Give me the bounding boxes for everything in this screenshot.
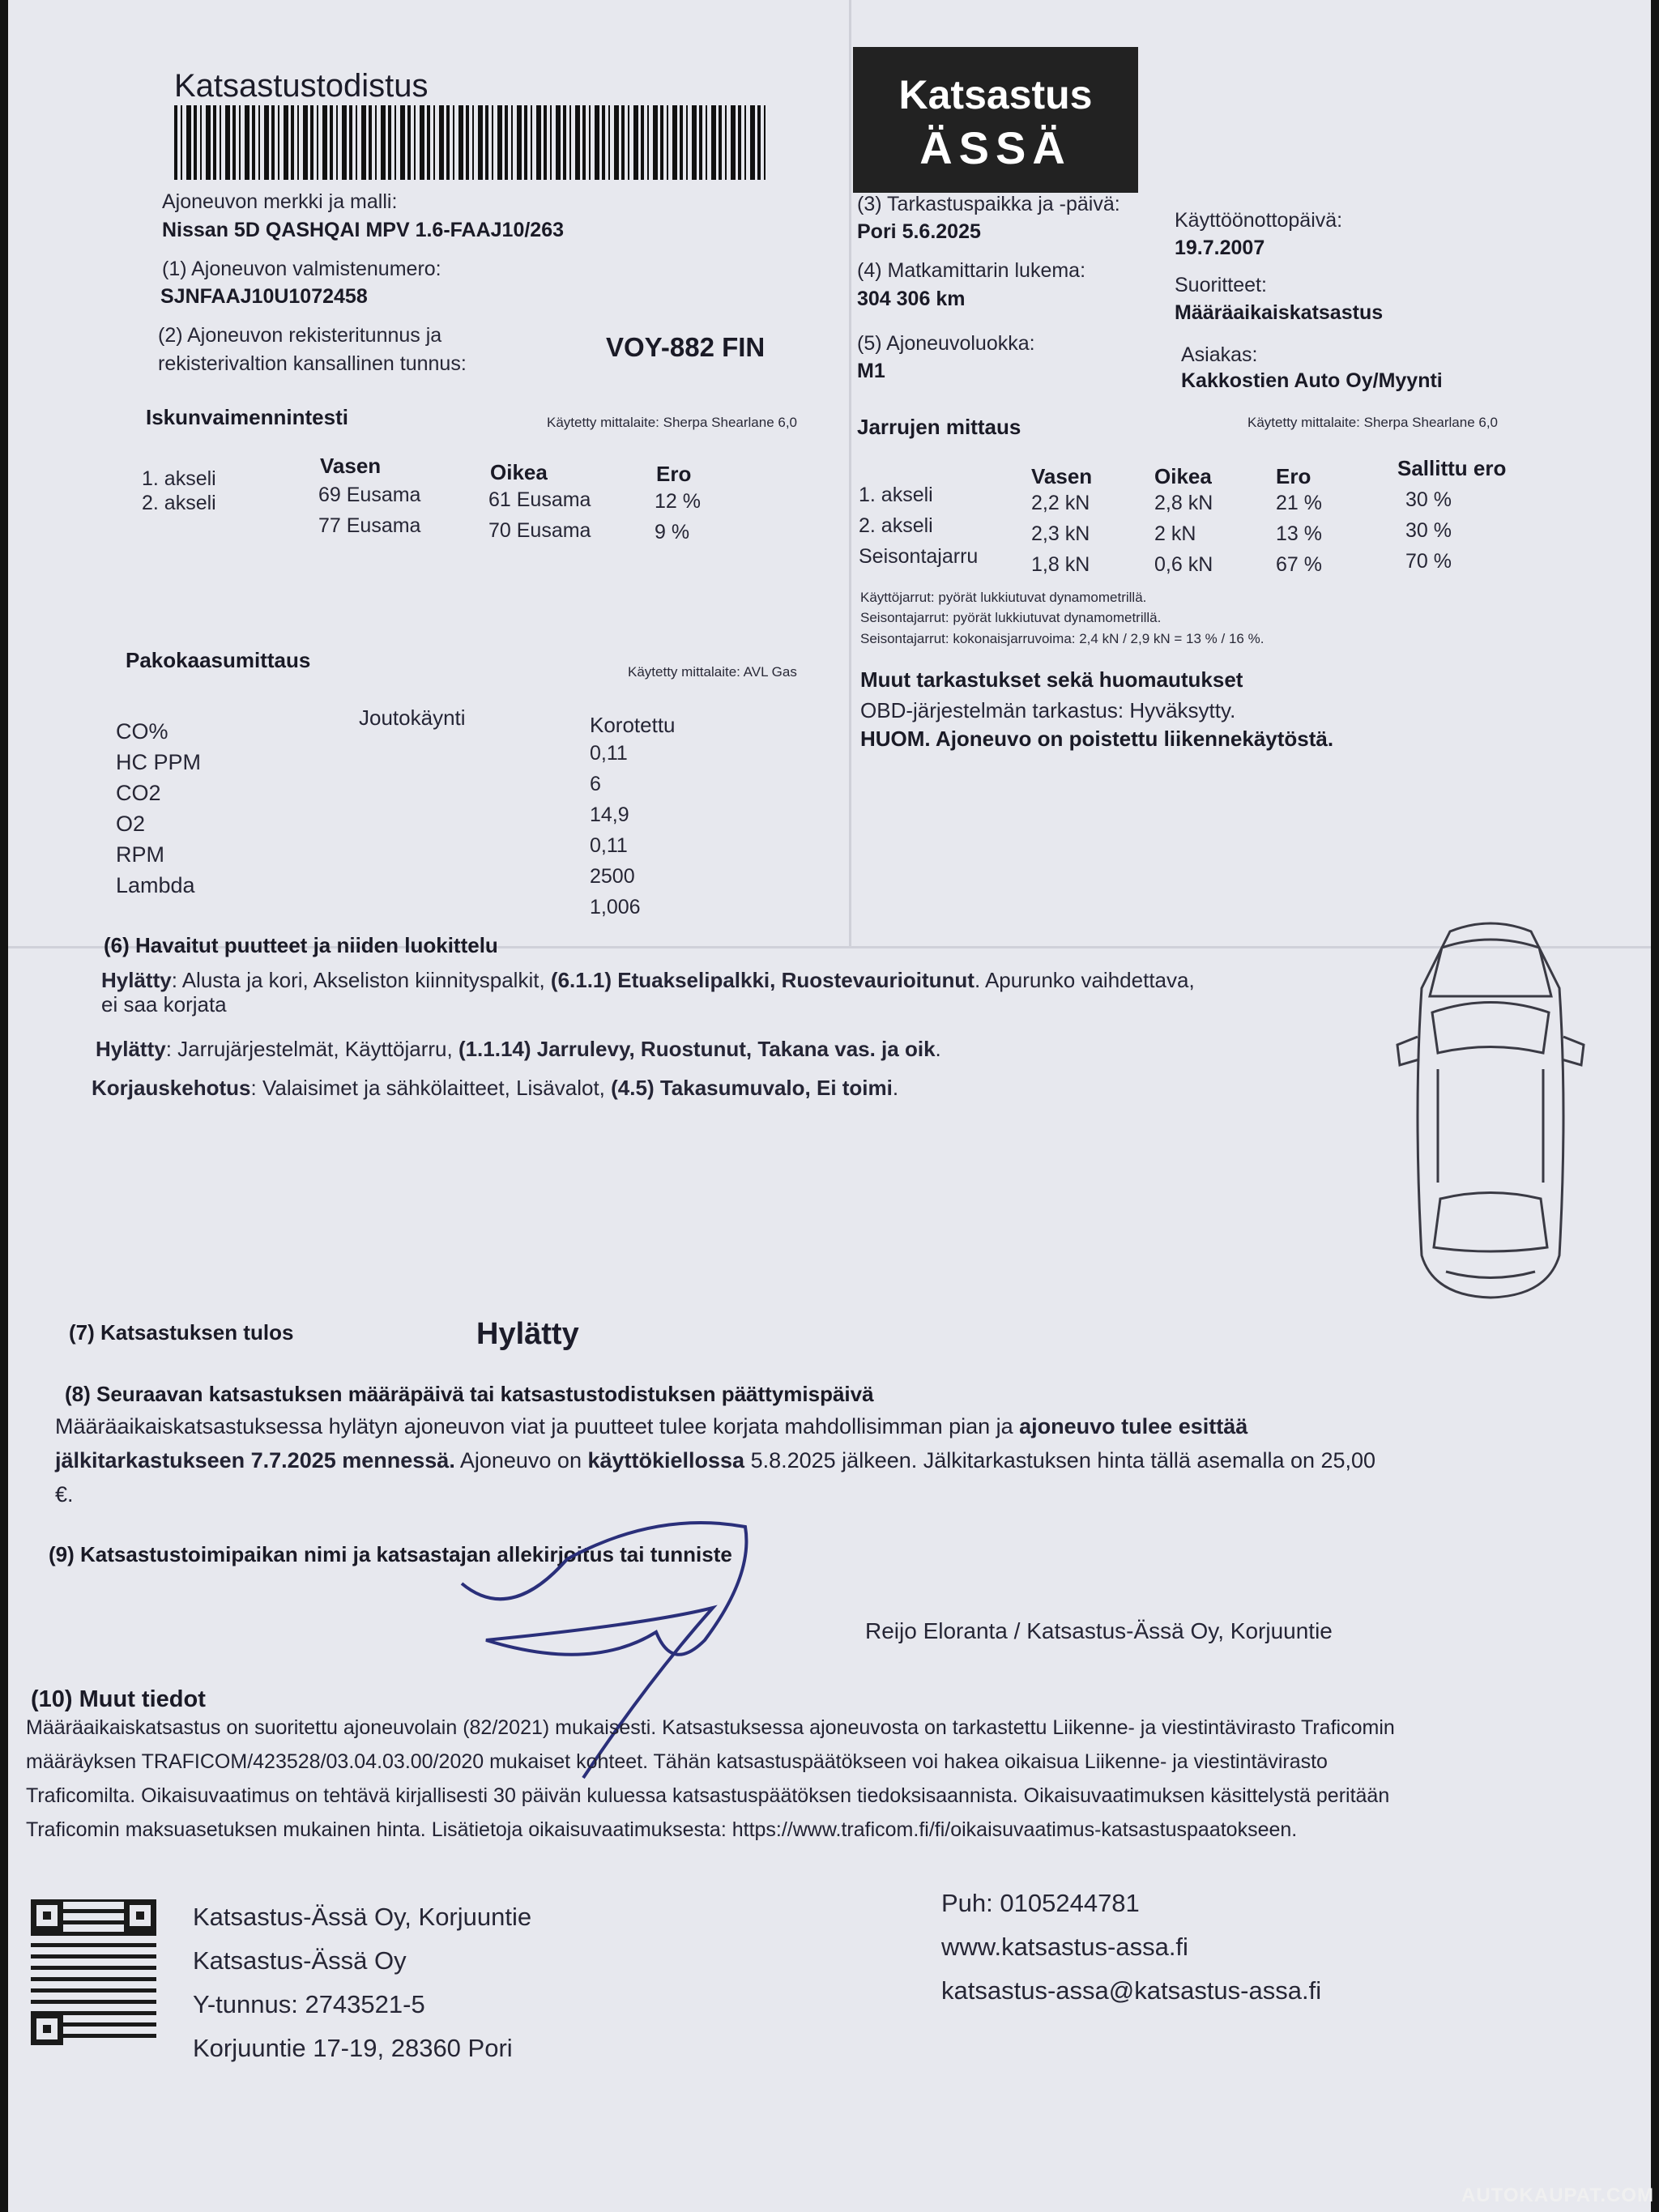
exhaust-value: 2500 xyxy=(590,865,635,888)
next-inspection-text xyxy=(55,1409,1594,1511)
exhaust-row-label: O2 xyxy=(116,812,146,836)
brake-left-values xyxy=(1031,488,1090,580)
brake-test-device: Käytetty mittalaite: Sherpa Shearlane 6,0 xyxy=(1247,415,1499,430)
defect-tail: . Apurunko vaihdettava, xyxy=(974,968,1195,992)
qr-finder xyxy=(31,2013,63,2045)
brake-left-value: 2,3 kN xyxy=(1031,522,1090,545)
other-info-text xyxy=(26,1711,1395,1847)
odometer-label: (4) Matkamittarin lukema: xyxy=(857,259,1086,282)
next-deadline: jälkitarkastukseen 7.7.2025 mennessä. xyxy=(55,1448,455,1473)
shock-diff-value: 9 % xyxy=(655,521,690,543)
defects-title: (6) Havaitut puutteet ja niiden luokittelu xyxy=(104,933,498,957)
brake-test-title: Jarrujen mittaus xyxy=(857,415,1021,439)
shock-diff-values xyxy=(655,486,701,548)
qr-code xyxy=(31,1899,156,2045)
brake-header-allowed: Sallittu ero xyxy=(1397,456,1507,480)
inspector-name: Reijo Eloranta / Katsastus-Ässä Oy, Korjuuntie xyxy=(865,1618,1333,1643)
brake-row-label: 1. akseli xyxy=(859,484,933,506)
class-value: M1 xyxy=(857,360,885,382)
brake-left-value: 2,2 kN xyxy=(1031,492,1090,514)
service-label: Suoritteet: xyxy=(1175,274,1267,296)
exhaust-value: 0,11 xyxy=(590,834,628,857)
brake-note: Seisontajarrut: pyörät lukkiutuvat dynamometrillä. xyxy=(860,610,1162,625)
phone: Puh: 0105244781 xyxy=(941,1889,1140,1917)
obd-check: OBD-järjestelmän tarkastus: Hyväksytty. xyxy=(860,698,1236,722)
brake-left-value: 1,8 kN xyxy=(1031,553,1090,576)
deregistered-note: HUOM. Ajoneuvo on poistettu liikennekäytöstä. xyxy=(860,727,1334,751)
customer-value: Kakkostien Auto Oy/Myynti xyxy=(1181,369,1443,392)
shock-left-value: 69 Eusama xyxy=(318,484,421,506)
shock-header-left: Vasen xyxy=(320,454,382,478)
defect-status: Hylätty xyxy=(101,968,172,992)
email-link[interactable]: katsastus-assa@katsastus-assa.fi xyxy=(941,1976,1322,2005)
reg-label-1: (2) Ajoneuvon rekisteritunnus ja xyxy=(158,324,442,347)
shock-row-labels xyxy=(142,463,216,518)
brake-allowed-values xyxy=(1405,484,1452,577)
address-line: Korjuuntie 17-19, 28360 Pori xyxy=(193,2034,513,2062)
defect-text: : Valaisimet ja sähkölaitteet, Lisävalot, xyxy=(250,1076,612,1100)
customer-label: Asiakas: xyxy=(1181,343,1258,366)
make-label: Ajoneuvon merkki ja malli: xyxy=(162,190,398,213)
shock-left-value: 77 Eusama xyxy=(318,514,421,537)
make-value: Nissan 5D QASHQAI MPV 1.6-FAAJ10/263 xyxy=(162,219,565,241)
qr-finder xyxy=(124,1899,156,1932)
next-bold: ajoneuvo tulee esittää xyxy=(1019,1414,1248,1438)
exhaust-row-labels xyxy=(116,716,201,901)
defect-tail: . xyxy=(892,1076,899,1100)
shock-diff-value: 12 % xyxy=(655,490,701,513)
shock-row-label: 2. akseli xyxy=(142,492,216,514)
brake-note: Seisontajarrut: kokonaisjarruvoima: 2,4 kN / 2,9 kN = 13 % / 16 %. xyxy=(860,631,1265,646)
exhaust-test-title: Pakokaasumittaus xyxy=(126,648,311,672)
address-line: Katsastus-Ässä Oy xyxy=(193,1946,407,1975)
exhaust-row-label: RPM xyxy=(116,842,164,867)
brake-right-value: 2 kN xyxy=(1154,522,1196,545)
shock-header-right: Oikea xyxy=(490,460,548,484)
brake-right-values xyxy=(1154,488,1213,580)
shock-test-device: Käytetty mittalaite: Sherpa Shearlane 6,0 xyxy=(547,415,798,430)
inspection-certificate xyxy=(8,0,1651,2212)
next-text: 5.8.2025 jälkeen. Jälkitarkastuksen hinta tällä asemalla on 25,00 xyxy=(744,1448,1376,1473)
odometer-value: 304 306 km xyxy=(857,288,966,310)
shock-right-values xyxy=(488,484,591,546)
brake-header-right: Oikea xyxy=(1154,464,1212,488)
info-line: Traficomin maksuasetuksen mukainen hinta. Lisätietoja oikaisuvaatimuksesta: https://www.traficom.fi/fi/oikaisuvaatimus-katsastuspaatokseen. xyxy=(26,1818,1298,1841)
address-line: Y-tunnus: 2743521-5 xyxy=(193,1990,425,2018)
website-link[interactable]: www.katsastus-assa.fi xyxy=(941,1933,1188,1961)
next-inspection-title: (8) Seuraavan katsastuksen määräpäivä tai katsastustodistuksen päättymispäivä xyxy=(65,1382,874,1406)
service-value: Määräaikaiskatsastus xyxy=(1175,301,1384,324)
brake-diff-values xyxy=(1276,488,1322,580)
exhaust-col-raised: Korotettu xyxy=(590,713,676,737)
brake-diff-value: 13 % xyxy=(1276,522,1322,545)
reg-label-2: rekisterivaltion kansallinen tunnus: xyxy=(158,352,467,375)
brake-note: Käyttöjarrut: pyörät lukkiutuvat dynamometrillä. xyxy=(860,590,1147,605)
logo-line-2: ÄSSÄ xyxy=(919,122,1072,173)
exhaust-value: 14,9 xyxy=(590,803,629,826)
exhaust-value: 0,11 xyxy=(590,742,628,765)
brake-diff-value: 67 % xyxy=(1276,553,1322,576)
result-value: Hylätty xyxy=(476,1317,579,1351)
defect-code: (1.1.14) Jarrulevy, Ruostunut, Takana vas. ja oik xyxy=(458,1037,936,1061)
company-logo xyxy=(853,47,1138,193)
exhaust-values xyxy=(590,738,641,923)
brake-allowed-value: 30 % xyxy=(1405,488,1452,511)
exhaust-value: 1,006 xyxy=(590,896,641,918)
exhaust-row-label: Lambda xyxy=(116,873,195,897)
defect-code: (6.1.1) Etuakselipalkki, Ruostevaurioitunut xyxy=(550,968,975,992)
defect-tail: . xyxy=(935,1037,941,1061)
defect-3 xyxy=(92,1076,898,1101)
defect-1 xyxy=(101,968,1195,993)
brake-header-diff: Ero xyxy=(1276,464,1311,488)
shock-right-value: 61 Eusama xyxy=(488,488,591,511)
signature-title: (9) Katsastustoimipaikan nimi ja katsastajan allekirjoitus tai tunniste xyxy=(49,1542,732,1566)
site-watermark: AUTOKAUPAT.COM xyxy=(1461,2184,1654,2206)
class-label: (5) Ajoneuvoluokka: xyxy=(857,332,1035,355)
defect-code: (4.5) Takasumuvalo, Ei toimi xyxy=(611,1076,893,1100)
brake-allowed-value: 70 % xyxy=(1405,550,1452,573)
exhaust-test-device: Käytetty mittalaite: AVL Gas xyxy=(628,664,797,680)
defect-text: : Alusta ja kori, Akseliston kiinnityspalkit, xyxy=(171,968,551,992)
brake-right-value: 0,6 kN xyxy=(1154,553,1213,576)
next-currency: €. xyxy=(55,1482,74,1507)
exhaust-row-label: CO% xyxy=(116,719,168,744)
brake-header-left: Vasen xyxy=(1031,464,1093,488)
vin-value: SJNFAAJ10U1072458 xyxy=(160,285,368,308)
shock-row-label: 1. akseli xyxy=(142,467,216,490)
defect-status: Hylätty xyxy=(96,1037,166,1061)
next-text: Ajoneuvo on xyxy=(454,1448,588,1473)
reg-value: VOY-882 FIN xyxy=(606,332,766,362)
company-address xyxy=(193,1895,531,2070)
vin-label: (1) Ajoneuvon valmistenumero: xyxy=(162,258,441,280)
defect-2 xyxy=(96,1037,941,1062)
info-line: määräyksen TRAFICOM/423528/03.04.03.00/2020 mukaiset kohteet. Tähän katsastuspäätökseen voi hakea oikaisua Liikenne- ja viestintävirasto xyxy=(26,1750,1328,1773)
other-checks-title: Muut tarkastukset sekä huomautukset xyxy=(860,667,1243,692)
exhaust-row-label: CO2 xyxy=(116,781,161,805)
brake-row-label: Seisontajarru xyxy=(859,545,979,568)
shock-header-diff: Ero xyxy=(656,462,692,486)
info-line: Määräaikaiskatsastus on suoritettu ajoneuvolain (82/2021) mukaisesti. Katsastuksessa ajoneuvosta on tarkastettu Liikenne- ja viestintävirasto Traficomin xyxy=(26,1716,1395,1739)
shock-test-title: Iskunvaimennintesti xyxy=(146,405,348,429)
intro-date-label: Käyttöönottopäivä: xyxy=(1175,209,1343,232)
fold-line-vertical xyxy=(849,0,851,948)
brake-row-labels xyxy=(859,479,978,572)
place-label: (3) Tarkastuspaikka ja -päivä: xyxy=(857,193,1120,215)
brake-row-label: 2. akseli xyxy=(859,514,933,537)
shock-right-value: 70 Eusama xyxy=(488,519,591,542)
address-line: Katsastus-Ässä Oy, Korjuuntie xyxy=(193,1903,532,1931)
next-ban: käyttökiellossa xyxy=(587,1448,745,1473)
defect-status: Korjauskehotus xyxy=(92,1076,251,1100)
brake-allowed-value: 30 % xyxy=(1405,519,1452,542)
brake-right-value: 2,8 kN xyxy=(1154,492,1213,514)
barcode xyxy=(174,105,766,180)
defect-text: : Jarrujärjestelmät, Käyttöjarru, xyxy=(165,1037,458,1061)
company-contact xyxy=(941,1882,1321,2013)
document-title: Katsastustodistus xyxy=(174,68,429,104)
car-diagram-icon xyxy=(1385,915,1596,1304)
defect-1-line-2: ei saa korjata xyxy=(101,992,227,1016)
brake-diff-value: 21 % xyxy=(1276,492,1322,514)
other-info-title: (10) Muut tiedot xyxy=(31,1686,206,1712)
exhaust-col-idle: Joutokäynti xyxy=(359,705,466,730)
qr-finder xyxy=(31,1899,63,1932)
next-text: Määräaikaiskatsastuksessa hylätyn ajoneuvon viat ja puutteet tulee korjata mahdollisimman pian ja xyxy=(55,1414,1020,1438)
exhaust-value: 6 xyxy=(590,773,601,795)
exhaust-row-label: HC PPM xyxy=(116,750,202,774)
shock-left-values xyxy=(318,479,420,541)
result-label: (7) Katsastuksen tulos xyxy=(69,1320,294,1345)
place-value: Pori 5.6.2025 xyxy=(857,220,981,243)
info-line: Traficomilta. Oikaisuvaatimus on tehtävä kirjallisesti 30 päivän kuluessa katsastuspäätöksen tiedoksisaannista. Oikaisuvaatimuksen käsittelystä peritään xyxy=(26,1784,1390,1807)
intro-date-value: 19.7.2007 xyxy=(1175,237,1265,259)
logo-line-1: Katsastus xyxy=(898,72,1093,117)
